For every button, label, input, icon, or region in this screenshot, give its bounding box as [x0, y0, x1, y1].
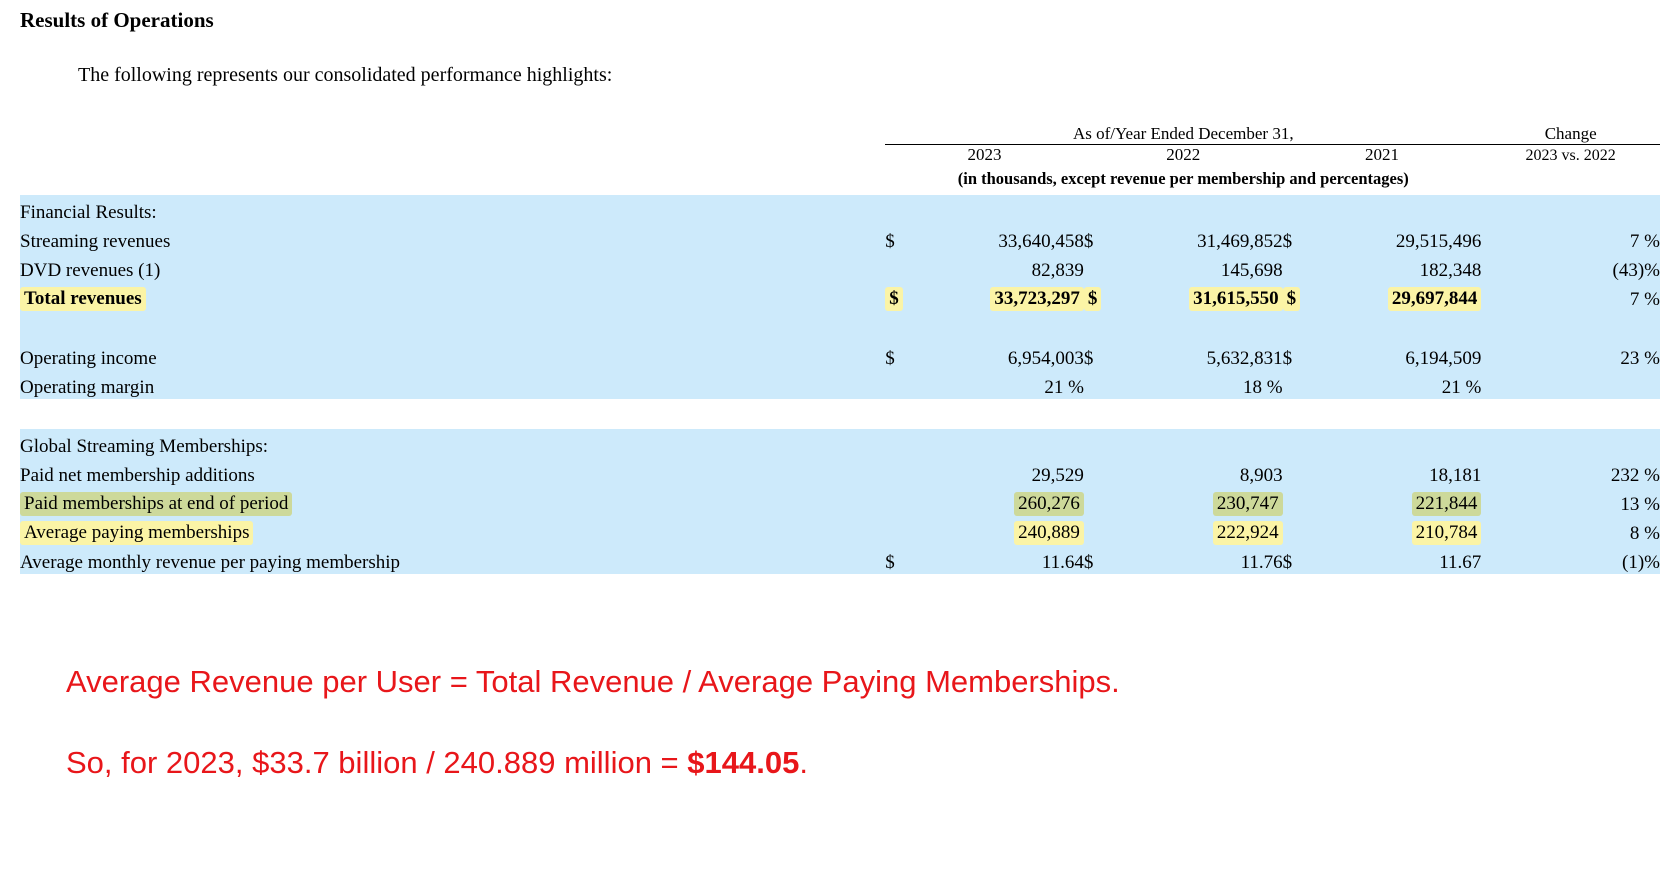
currency-symbol-2022: $	[1083, 348, 1094, 369]
value-2022: 31,615,550	[1189, 287, 1283, 311]
financial-highlights-table	[20, 124, 1660, 574]
value-2023: 29,529	[1031, 465, 1084, 486]
row-label: Paid memberships at end of period	[20, 492, 292, 516]
row-label: Operating income	[20, 348, 157, 369]
value-2022: 145,698	[1220, 260, 1283, 281]
cell	[914, 399, 1084, 429]
table-row	[20, 370, 1660, 399]
value-2021: 182,348	[1419, 260, 1482, 281]
currency-symbol-2021	[1283, 516, 1312, 545]
value-2021-wrap	[1312, 487, 1482, 516]
value-2021-wrap	[1312, 516, 1482, 545]
cell	[1113, 311, 1283, 341]
value-change	[1481, 370, 1660, 399]
value-2021-wrap	[1312, 282, 1482, 311]
cell	[885, 195, 914, 224]
cell	[1283, 195, 1312, 224]
table-row-total-revenues	[20, 282, 1660, 311]
currency-symbol-2022	[1084, 487, 1113, 516]
currency-symbol-2021: $	[1282, 348, 1293, 369]
cell	[914, 195, 1084, 224]
table-section-heading-memberships	[20, 429, 1660, 458]
currency-symbol-2021-wrap	[1283, 282, 1312, 311]
cell	[1312, 399, 1482, 429]
header-year-2022: 2022	[1166, 145, 1201, 164]
annotation-calculation-prefix: So, for 2023, $33.7 billion / 240.889 million =	[66, 745, 688, 780]
units-note: (in thousands, except revenue per membership and percentages)	[957, 169, 1409, 188]
row-label-wrap	[20, 282, 885, 311]
header-change-sub: 2023 vs. 2022	[1525, 147, 1616, 164]
currency-symbol-2022	[1084, 370, 1113, 399]
annotation-calculation-suffix: .	[799, 745, 808, 780]
cell	[885, 429, 914, 458]
value-2023-wrap	[914, 487, 1084, 516]
empty-cell	[20, 145, 885, 166]
section-heading-label: Global Streaming Memberships:	[20, 436, 269, 457]
value-2023-wrap	[914, 516, 1084, 545]
empty-cell	[20, 124, 885, 145]
table-row	[20, 458, 1660, 487]
row-label: DVD revenues (1)	[20, 260, 161, 281]
currency-symbol-2021: $	[1282, 231, 1293, 252]
section-heading-label: Financial Results:	[20, 202, 157, 223]
currency-symbol-2022: $	[1084, 287, 1102, 311]
currency-symbol-2021: $	[1283, 287, 1301, 311]
value-change: (1)%	[1622, 552, 1660, 573]
currency-symbol-2022	[1084, 253, 1113, 282]
currency-symbol-2021: $	[1282, 552, 1293, 573]
value-2021: 221,844	[1412, 492, 1482, 516]
header-year-2021: 2021	[1364, 145, 1399, 164]
value-change: 7 %	[1629, 231, 1660, 252]
table-gap-row	[20, 399, 1660, 429]
row-label: Operating margin	[20, 377, 155, 398]
row-label: Streaming revenues	[20, 231, 171, 252]
cell	[1283, 429, 1312, 458]
empty-cell	[1481, 165, 1660, 195]
annotation-formula: Average Revenue per User = Total Revenue / Average Paying Memberships.	[66, 664, 1120, 699]
intro-paragraph: The following represents our consolidated performance highlights:	[78, 64, 613, 86]
header-change: Change	[1481, 124, 1660, 145]
currency-symbol-2023	[885, 487, 914, 516]
annotation-calculation	[66, 745, 808, 781]
table-section-heading-financial	[20, 195, 1660, 224]
annotation-calculation-value: $144.05	[687, 745, 800, 780]
value-2023: 21 %	[1044, 377, 1084, 398]
currency-symbol-2022	[1084, 516, 1113, 545]
currency-symbol-2022: $	[1083, 231, 1094, 252]
value-change: 8 %	[1629, 523, 1660, 544]
value-2023: 6,954,003	[1007, 348, 1084, 369]
value-2023: 240,889	[1014, 521, 1084, 545]
value-change: 13 %	[1620, 494, 1660, 515]
currency-symbol-2023-wrap	[885, 282, 914, 311]
cell	[885, 399, 914, 429]
cell	[914, 429, 1084, 458]
value-2021: 210,784	[1412, 521, 1482, 545]
cell	[1283, 311, 1312, 341]
value-2023: 33,723,297	[990, 287, 1084, 311]
value-2023: 11.64	[1041, 552, 1084, 573]
row-label: Average paying memberships	[20, 521, 253, 545]
table-spacer-row	[20, 311, 1660, 341]
cell	[1312, 311, 1482, 341]
currency-symbol-2023: $	[885, 287, 903, 311]
value-2021: 29,697,844	[1388, 287, 1482, 311]
value-2022: 18 %	[1243, 377, 1283, 398]
value-change: 7 %	[1629, 289, 1660, 310]
empty-cell	[20, 165, 885, 195]
value-2022: 11.76	[1240, 552, 1283, 573]
cell	[20, 311, 885, 341]
row-label: Paid net membership additions	[20, 465, 255, 486]
currency-symbol-2022: $	[1083, 552, 1094, 573]
currency-symbol-2021	[1283, 253, 1312, 282]
value-2021: 29,515,496	[1395, 231, 1482, 252]
currency-symbol-2021	[1283, 370, 1312, 399]
value-2023-wrap	[914, 282, 1084, 311]
table-row-average-paying-memberships	[20, 516, 1660, 545]
value-change: 232 %	[1610, 465, 1660, 486]
value-2023: 82,839	[1031, 260, 1084, 281]
table-row	[20, 545, 1660, 574]
value-change: (43)%	[1612, 260, 1660, 281]
page-title: Results of Operations	[20, 8, 214, 32]
value-2021: 18,181	[1429, 465, 1482, 486]
cell	[1113, 399, 1283, 429]
table-row	[20, 253, 1660, 282]
cell	[1312, 429, 1482, 458]
value-2022: 230,747	[1213, 492, 1283, 516]
row-label-wrap	[20, 516, 885, 545]
currency-symbol-2023	[885, 370, 914, 399]
cell	[1113, 195, 1283, 224]
value-2022: 222,924	[1213, 521, 1283, 545]
currency-symbol-2023	[885, 458, 914, 487]
cell	[1481, 429, 1660, 458]
row-label: Total revenues	[20, 287, 146, 311]
cell	[885, 311, 914, 341]
cell	[1084, 195, 1113, 224]
value-change: 23 %	[1620, 348, 1660, 369]
currency-symbol-2022	[1084, 458, 1113, 487]
table-units-note-row	[20, 165, 1660, 195]
cell	[1312, 195, 1482, 224]
value-2022: 8,903	[1239, 465, 1283, 486]
cell	[1481, 399, 1660, 429]
value-2021: 11.67	[1439, 552, 1482, 573]
header-year-2023: 2023	[967, 145, 1002, 164]
currency-symbol-2023: $	[885, 348, 895, 369]
cell	[1084, 399, 1113, 429]
value-2022-wrap	[1113, 516, 1283, 545]
cell	[1084, 311, 1113, 341]
header-as-of: As of/Year Ended December 31,	[885, 124, 1481, 145]
cell	[1113, 429, 1283, 458]
row-label-wrap	[20, 487, 885, 516]
currency-symbol-2022-wrap	[1084, 282, 1113, 311]
table-row-paid-memberships	[20, 487, 1660, 516]
value-2023: 33,640,458	[998, 231, 1084, 252]
cell	[1283, 399, 1312, 429]
value-2022-wrap	[1113, 487, 1283, 516]
value-2022: 31,469,852	[1197, 231, 1283, 252]
value-2021: 6,194,509	[1405, 348, 1482, 369]
value-2022-wrap	[1113, 282, 1283, 311]
value-2021: 21 %	[1441, 377, 1482, 398]
currency-symbol-2023	[885, 253, 914, 282]
table-row	[20, 341, 1660, 370]
cell	[20, 399, 885, 429]
cell	[1481, 195, 1660, 224]
cell	[914, 311, 1084, 341]
table-header-top	[20, 124, 1660, 145]
table-header-years	[20, 145, 1660, 166]
row-label: Average monthly revenue per paying membership	[20, 552, 401, 573]
currency-symbol-2021	[1283, 458, 1312, 487]
value-2022: 5,632,831	[1206, 348, 1283, 369]
currency-symbol-2023: $	[885, 552, 895, 573]
table-row	[20, 224, 1660, 253]
currency-symbol-2021	[1283, 487, 1312, 516]
currency-symbol-2023	[885, 516, 914, 545]
cell	[1481, 311, 1660, 341]
value-2023: 260,276	[1014, 492, 1084, 516]
cell	[1084, 429, 1113, 458]
currency-symbol-2023: $	[885, 231, 895, 252]
